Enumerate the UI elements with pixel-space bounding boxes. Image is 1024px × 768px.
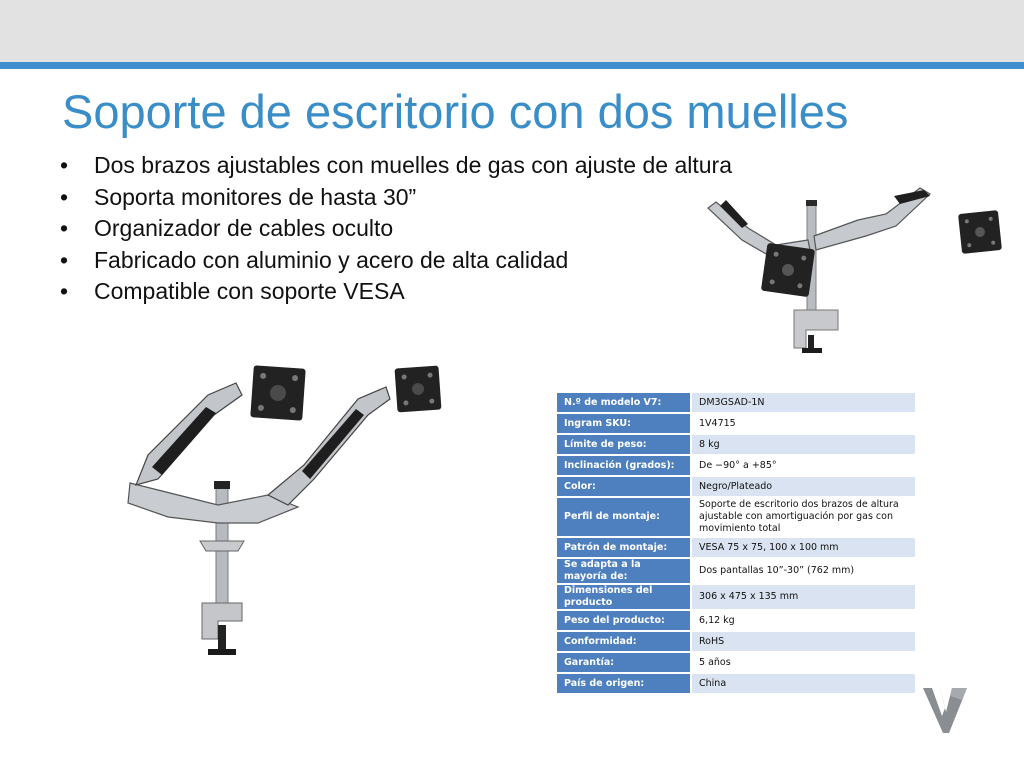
spec-label: Dimensiones del producto [557,584,691,610]
product-photo-top [698,170,1008,360]
spec-label: Patrón de montaje: [557,537,691,558]
spec-value: 1V4715 [691,413,915,434]
spec-value: De −90° a +85° [691,455,915,476]
spec-row [557,413,915,434]
spec-label: Perfil de montaje: [557,497,691,537]
spec-label: Inclinación (grados): [557,455,691,476]
feature-text: Organizador de cables oculto [94,215,394,241]
spec-row [557,537,915,558]
spec-value: Soporte de escritorio dos brazos de altura ajustable con amortiguación por gas con movimiento total [691,497,915,537]
accent-line [0,62,1024,69]
feature-text: Fabricado con aluminio y acero de alta calidad [94,246,569,273]
feature-text: Compatible con soporte VESA [94,278,405,304]
feature-item [60,213,732,245]
spec-value: 6,12 kg [691,610,915,631]
bullet-icon: • [60,278,69,304]
feature-item [60,245,732,277]
spec-value: DM3GSAD-1N [691,393,915,413]
spec-label: Se adapta a la mayoría de: [557,558,691,584]
spec-row [557,558,915,584]
spec-label: País de origen: [557,673,691,694]
spec-value: VESA 75 x 75, 100 x 100 mm [691,537,915,558]
spec-value: RoHS [691,631,915,652]
feature-item [60,276,732,308]
spec-value: 306 x 475 x 135 mm [691,584,915,610]
spec-value: 5 años [691,652,915,673]
spec-label: Ingram SKU: [557,413,691,434]
feature-text: Soporta monitores de hasta 30” [94,183,417,210]
bullet-icon: • [60,152,69,178]
feature-item [60,182,732,214]
spec-row [557,497,915,537]
spec-value: 8 kg [691,434,915,455]
spec-label: Garantía: [557,652,691,673]
spec-value: Dos pantallas 10”-30” (762 mm) [691,558,915,584]
feature-text: Dos brazos ajustables con muelles de gas con ajuste de altura [94,152,732,178]
bullet-icon: • [60,246,69,273]
v7-logo-icon [922,686,968,734]
spec-row [557,652,915,673]
spec-row [557,393,915,413]
spec-label: Peso del producto: [557,610,691,631]
spec-row [557,631,915,652]
spec-row [557,476,915,497]
spec-label: Conformidad: [557,631,691,652]
top-band [0,0,1024,62]
spec-label: Límite de peso: [557,434,691,455]
spec-value: China [691,673,915,694]
spec-row [557,673,915,694]
spec-label: N.º de modelo V7: [557,393,691,413]
spec-table [557,393,915,695]
spec-row [557,434,915,455]
spec-row [557,584,915,610]
bullet-icon: • [60,183,69,210]
product-photo-main [118,355,448,665]
slide-title: Soporte de escritorio con dos muelles [62,85,849,138]
spec-row [557,455,915,476]
spec-value: Negro/Plateado [691,476,915,497]
feature-list [60,150,732,308]
spec-label: Color: [557,476,691,497]
bullet-icon: • [60,215,69,241]
spec-row [557,610,915,631]
feature-item [60,150,732,182]
